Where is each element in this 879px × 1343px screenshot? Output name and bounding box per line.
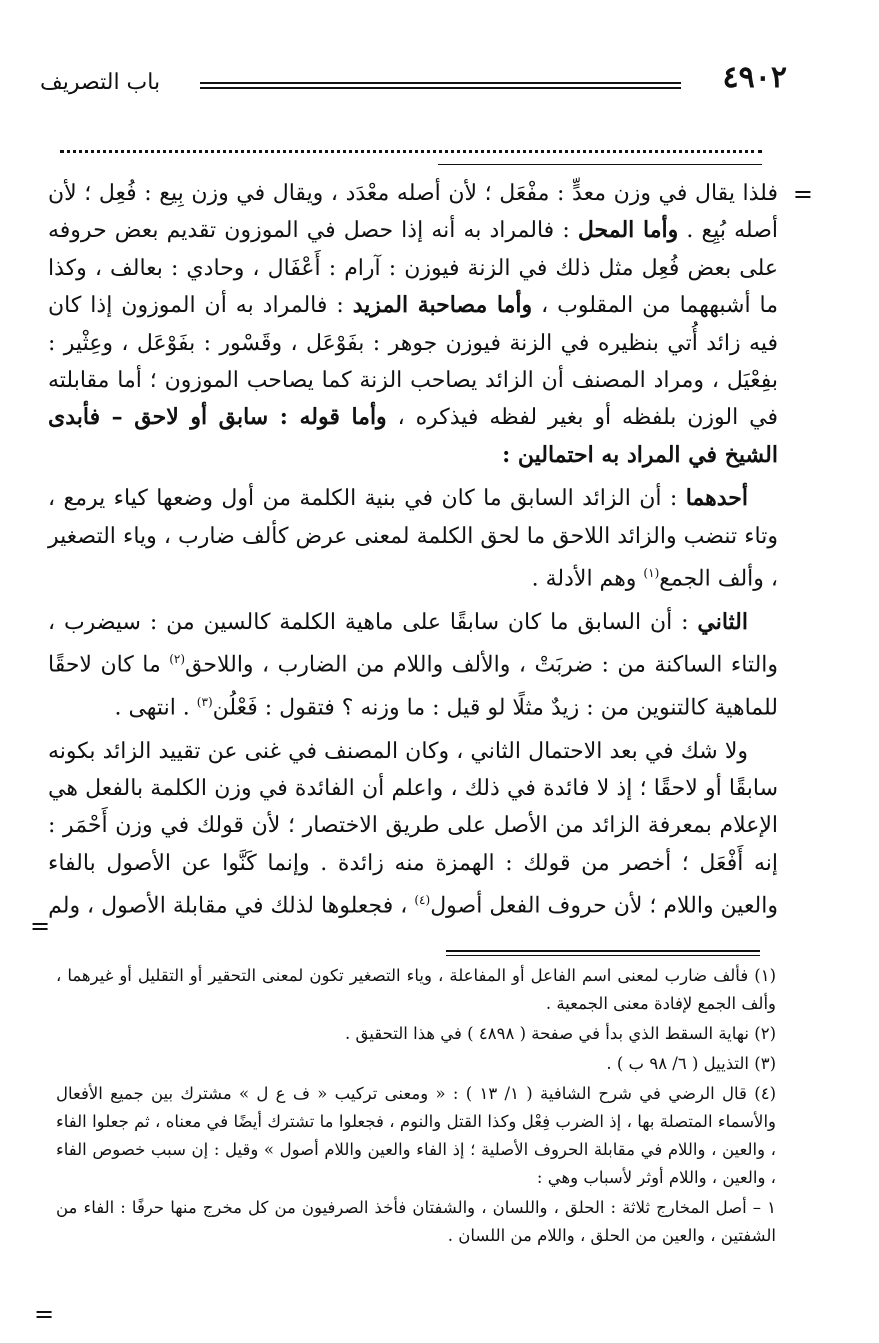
- paragraph-4: ولا شك في بعد الاحتمال الثاني ، وكان المصنف في غنى عن تقييد الزائد بكونه سابقًا أو لاحقًا ؛ إذ لا فائدة في ذلك ، واعلم أن الفائدة في وزن الكلمة بالفعل هي الإعلام بمعرفة الزائد من الأصل على طريق الاختصار ؛ لأن قولك في وزن أَحْمَر : إنه أَفْعَل ؛ أخصر من قولك : الهمزة منه زائدة . وإنما كَنَّوا عن الأصول بالفاء والعين واللام ؛ لأن حروف الفعل أصول$^{(٤)}$ ، فجعلوها لذلك في مقابلة الأصول ، ولم: [48, 738, 779, 919]
- footnote-ref-2[interactable]: (٢): [169, 652, 186, 667]
- paragraph-1: فلذا يقال في وزن معدٍّ : مفْعَل ؛ لأن أصله معْدَد ، ويقال في وزن بِيع : فُعِل ؛ لأن أصله بُيِع . وأما المحل : فالمراد به أنه إذا حصل في الموزون تقديم بعض حروفه على بعض فُعِل مثل ذلك في الزنة فيوزن : آرام : أَعْفَال ، وحادي : بعالف ، وكذا ما أشبههما من المقلوب ، وأما مصاحبة المزيد : فالمراد به أن الموزون إذا كان فيه زائد أُتي بنظيره في الزنة فيوزن جوهر : بفَوْعَل ، وقَسْور : بفَوْعَل ، وعِثْير : بفِعْيَل ، ومراد المصنف أن الزائد يصاحب الزنة كما يصاحب الموزون ؛ أما مقابلته في الوزن بلفظه أو بغير لفظه فيذكره ، وأما قوله : سابق أو لاحق – فأبدى الشيخ في المراد به احتمالين :: [48, 181, 779, 468]
- footnote-2: (٢) نهاية السقط الذي بدأ في صفحة ( ٤٨٩٨ ) في هذا التحقيق .: [345, 1024, 776, 1043]
- footnotes: [56, 962, 776, 1252]
- paragraph-2: أحدهما : أن الزائد السابق ما كان في بنية الكلمة من أول وضعها كياء يرمع ، وتاء تنضب والزائد اللاحق ما لحق الكلمة لمعنى عرض كألف ضارب ، وياء التصغير ، وألف الجمع$^{(١)}$ وهم الأدلة .: [48, 485, 778, 592]
- top-rule: [438, 164, 762, 165]
- continuation-mark-top: =: [792, 180, 813, 208]
- page-header: [40, 60, 787, 100]
- main-text: [48, 175, 778, 931]
- paragraph-3: الثاني : أن السابق ما كان سابقًا على ماهية الكلمة كالسين من : سيضرب ، والتاء الساكنة من : ضربَتْ ، والألف واللام من الضارب ، واللاحق$^{(٢)}$ ما كان لاحقًا للماهية كالتنوين من : زيدٌ مثلًا لو قيل : ما وزنه ؟ فتقول : فَعْلُن$^{(٣)}$ . انتهى .: [48, 608, 779, 721]
- continuation-mark-middle: =: [30, 912, 51, 940]
- footnote-ref-1[interactable]: (١): [643, 566, 660, 581]
- footnote-4-item-1: ١ – أصل المخارج ثلاثة : الحلق ، واللسان ، والشفتان فأخذ الصرفيون من كل مخرج منها حرفًا : الفاء من الشفتين ، والعين من الحلق ، واللام من اللسان .: [56, 1198, 776, 1245]
- dotted-separator: [60, 150, 762, 165]
- footnote-4: (٤) قال الرضي في شرح الشافية ( ١/ ١٣ ) : « ومعنى تركيب « ف ع ل » مشترك بين جميع الأفعال والأسماء المتصلة بها ، إذ الضرب فِعْل وكذا القتل والنوم ، فجعلوا ما تشترك أيضًا في معناه ، ثم جعلوا الفاء ، والعين ، واللام في مقابلة الحروف الأصلية ؛ إذ الفاء والعين واللام أصول » وقيل : إن سبب خصوص الفاء ، والعين ، واللام أوثر لأسباب وهي :: [56, 1084, 777, 1187]
- continuation-mark-bottom: =: [34, 1300, 55, 1328]
- chapter-title: باب التصريف: [40, 70, 161, 95]
- header-rule: [200, 82, 681, 89]
- footnote-ref-3[interactable]: (٣): [196, 694, 213, 709]
- footnote-rule: [446, 950, 760, 956]
- footnote-1: (١) فألف ضارب لمعنى اسم الفاعل أو المفاعلة ، وياء التصغير تكون لمعنى التحقير أو التقليل أو غيرهما ، وألف الجمع لإفادة معنى الجمعية .: [56, 966, 776, 1013]
- footnote-ref-4[interactable]: (٤): [414, 893, 431, 908]
- page-number: ٤٩٠٢: [722, 60, 787, 95]
- footnote-3: (٣) التذييل ( ٦/ ٩٨ ب ) .: [606, 1054, 776, 1073]
